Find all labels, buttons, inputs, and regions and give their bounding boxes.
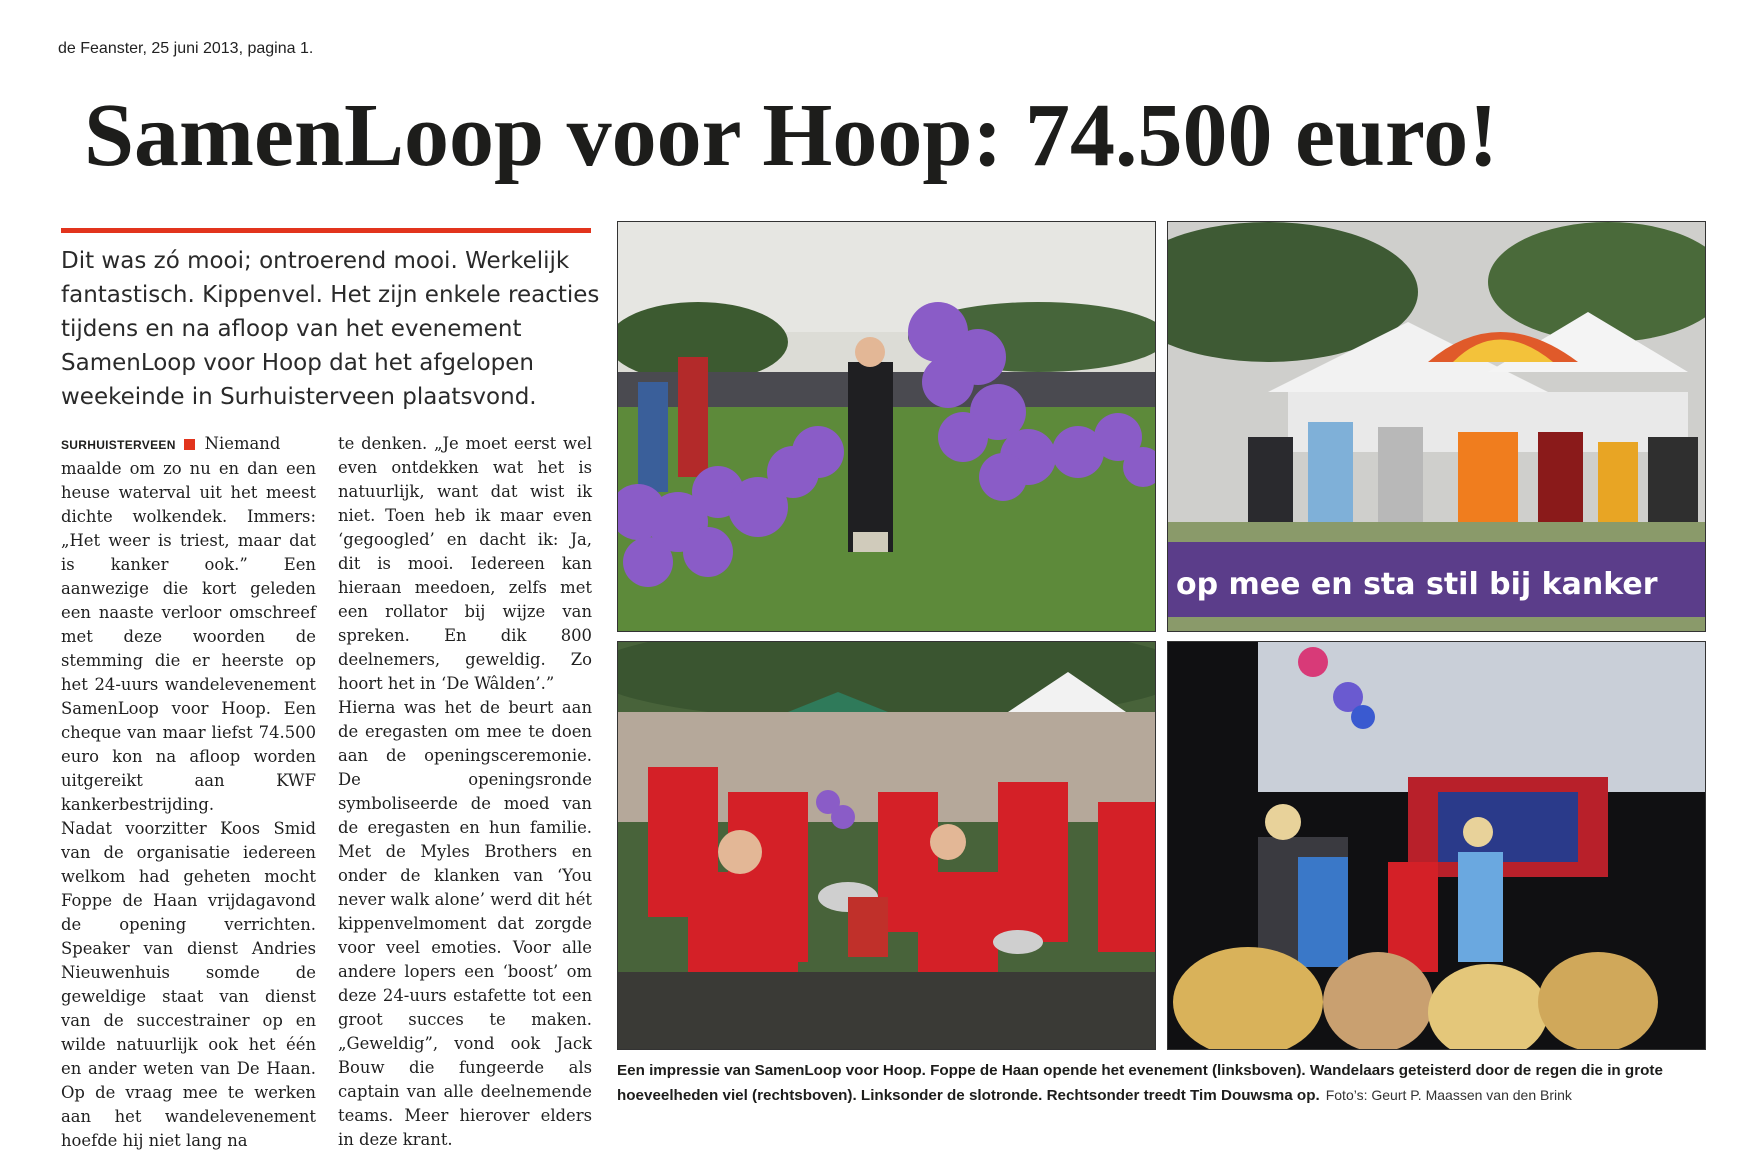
body-paragraph: Nadat voorzitter Koos Smid van de organisatie iedereen welkom had geheten mocht Foppe de Haan vrijdagavond de opening verrichten. Speaker van dienst Andries Nieuwenhuis somde de geweldige staat van dienst van de succestrainer op en wilde natuurlijk ook het één en ander weten van De Haan. Op de vraag mee te werken aan het wandelevenement hoefde hij niet lang na: [61, 819, 316, 1150]
photo-final-lap-drummers: [617, 641, 1156, 1050]
banner-text: op mee en sta stil bij kanker: [1176, 567, 1658, 602]
photo-caption: [617, 1058, 1707, 1108]
photo-credit: Foto’s: Geurt P. Maassen van den Brink: [1325, 1087, 1572, 1103]
red-rule: [61, 228, 591, 233]
body-paragraph: Hierna was het de beurt aan de eregasten om mee te doen aan de openingsceremonie. De openingsronde symboliseerde de moed van de eregasten en hun familie. Met de Myles Brothers en onder de klanken van ‘You never walk alone’ werd dit hét kippenvelmoment dat zorgde voor veel emoties. Voor alle andere lopers een ‘boost’ om deze 24-uurs estafette tot een groot succes te maken. „Geweldig”, vond ook Jack Bouw die fungeerde als captain van alle deelnemende teams. Meer hierover elders in deze krant.: [338, 698, 592, 1149]
headline: SamenLoop voor Hoop: 74.500 euro!: [84, 86, 1499, 185]
photo-opening-balloons: [617, 221, 1156, 632]
dateline-marker: [184, 439, 195, 450]
lead-paragraph: Dit was zó mooi; ontroerend mooi. Werkelijk fantastisch. Kippenvel. Het zijn enkele reacties tijdens en na afloop van het evenement SamenLoop voor Hoop dat het afgelopen weekeinde in Surhuisterveen plaatsvond.: [61, 248, 600, 410]
body-paragraph: [61, 432, 316, 817]
body-column-2: [338, 432, 592, 1152]
photo-stage-performance: [1167, 641, 1706, 1050]
caption-text: Een impressie van SamenLoop voor Hoop. Foppe de Haan opende het evenement (linksboven). Wandelaars geteisterd door de regen die in grote hoeveelheden viel (rechtsboven). Linksonder de slotronde. Rechtsonder treedt Tim Douwsma op.: [617, 1062, 1663, 1104]
body-text: Niemand maalde om zo nu en dan een heuse waterval uit het meest dichte wolkendek. Immers: „Het weer is triest, maar dat is kanker ook.” Een aanwezige die kort geleden een naaste verloor omschreef met deze woorden de stemming die er heerste op het 24-uurs wandelevenement SamenLoop voor Hoop. Een cheque van maar liefst 74.500 euro kon na afloop worden uitgereikt aan KWF kankerbestrijding.: [61, 434, 316, 814]
body-paragraph: te denken. „Je moet eerst wel even ontdekken wat het is natuurlijk, want dat wist ik niet. Toen heb ik maar even ‘gegoogled’ en dacht ik: Ja, dit is mooi. Iedereen kan hieraan meedoen, zelfs met een rollator bij wijze van spreken. En dik 800 deelnemers, geweldig. Zo hoort het in ‘De Wâlden’.”: [338, 434, 592, 693]
photo-rain-walkers: [1167, 221, 1706, 632]
masthead: de Feanster, 25 juni 2013, pagina 1.: [58, 40, 314, 57]
dateline: SURHUISTERVEEN: [61, 438, 176, 452]
body-column-1: [61, 432, 316, 1153]
